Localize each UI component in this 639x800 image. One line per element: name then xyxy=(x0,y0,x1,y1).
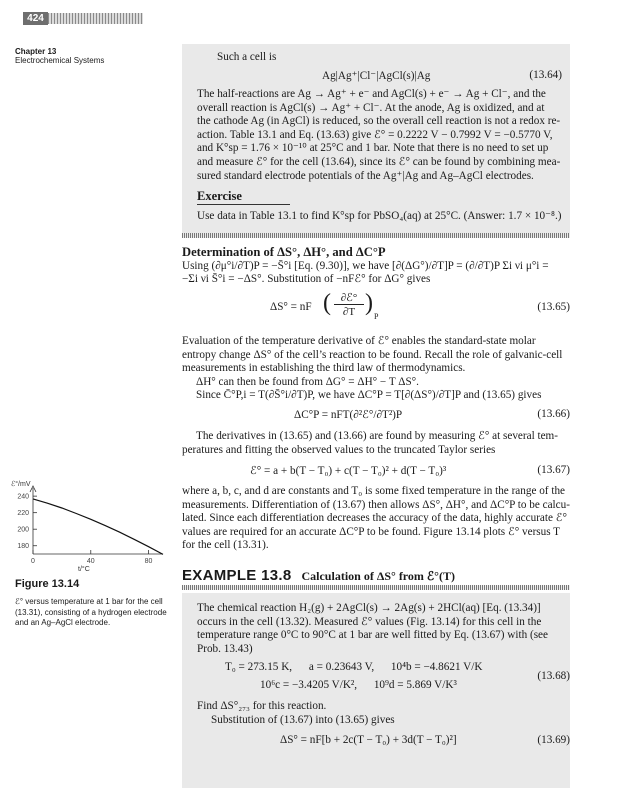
paragraph-line: peratures and fitting the observed values to the truncated Taylor series xyxy=(182,443,496,456)
chapter-label: Chapter 13 xyxy=(15,47,57,56)
example-subtitle: Calculation of ΔS° from ℰ°(T) xyxy=(301,569,455,583)
paragraph-line: measurements in establishing the third law of thermodynamics. xyxy=(182,362,466,375)
paren-right: ) xyxy=(365,290,373,316)
paragraph-line: lated. Since each differentiation decreases the accuracy of the data, highly accurate ℰ° xyxy=(182,512,568,525)
figure-chart xyxy=(8,480,168,572)
parameter-line: 10⁶c = −3.4205 V/K², 10⁹d = 5.869 V/K³ xyxy=(260,679,457,691)
section-heading: Determination of ΔS°, ΔH°, and ΔC°P xyxy=(182,245,386,259)
paragraph-line: Prob. 13.43) xyxy=(197,642,253,655)
section-paragraph-2 xyxy=(182,335,570,403)
chapter-title: Electrochemical Systems xyxy=(15,56,105,65)
equation-numerator: ∂ℰ° xyxy=(334,291,364,305)
paragraph-line: values are required for an accurate ΔC°P to be found. Figure 13.14 plots ℰ° versus T xyxy=(182,525,561,538)
paragraph-line: overall reaction is AgCl(s) → Ag⁺ + Cl⁻. At the anode, Ag is oxidized, and at xyxy=(197,101,545,114)
equation-text: ΔC°P = nFT(∂²ℰ°/∂T²)P xyxy=(294,409,403,421)
figure-caption: ℰ° versus temperature at 1 bar for the cell (13.31), consisting of a hydrogen electrode and an Ag–AgCl electrode. xyxy=(15,597,167,627)
paragraph-line: temperature range 0°C to 90°C at 1 bar are well fitted by Eq. (13.67) with (see xyxy=(197,629,548,642)
paragraph-line: The half-reactions are Ag → Ag⁺ + e⁻ and AgCl(s) + e⁻ → Ag + Cl⁻, and the xyxy=(197,88,546,100)
paragraph-line: for the cell (13.31). xyxy=(182,539,269,552)
y-tick-label: 240 xyxy=(17,493,29,501)
equation-number: (13.66) xyxy=(537,408,570,420)
section-paragraph-3 xyxy=(182,430,570,457)
equation-text: ΔS° = nF[b + 2c(T − T₀) + 3d(T − T₀)²] xyxy=(280,734,457,746)
paragraph-line: sured standard electrode potentials of the Ag⁺|Ag and Ag–AgCl electrodes. xyxy=(197,169,534,182)
equation-number: (13.69) xyxy=(537,734,570,746)
equation-text: ℰ° = a + b(T − T₀) + c(T − T₀)² + d(T − T₀)³ xyxy=(250,465,447,477)
equation-13-65 xyxy=(182,290,570,330)
y-tick-label: 220 xyxy=(17,510,29,518)
paragraph-line: Evaluation of the temperature derivative of ℰ° enables the standard-state molar xyxy=(182,335,536,347)
example-panel xyxy=(182,593,570,788)
example-divider xyxy=(182,585,570,590)
section-line: Using (∂μ°i/∂T)P = −S̄°i [Eq. (9.30)], we have [∂(ΔG°)/∂T]P = (∂/∂T)P Σi νi μ°i = xyxy=(182,259,549,272)
paragraph-line: the cathode Ag (in AgCl) is reduced, so the overall cell reaction is not a redox re- xyxy=(197,115,561,128)
equation-number: (13.68) xyxy=(537,670,570,682)
paragraph-line: occurs in the cell (13.32). Measured ℰ° values (Fig. 13.14) for this cell in the xyxy=(197,615,542,628)
equation-number: (13.64) xyxy=(529,69,562,81)
equation-denominator: ∂T xyxy=(342,306,356,318)
panel-divider xyxy=(182,233,570,238)
find-line: Find ΔS°₂₇₃ for this reaction. xyxy=(197,700,327,712)
paragraph-line: Since C̄°P,i = T(∂S̄°i/∂T)P, we have ΔC°P = T[∂(ΔS°)/∂T]P and (13.65) gives xyxy=(196,389,542,402)
exercise-text: Use data in Table 13.1 to find K°sp for PbSO₄(aq) at 25°C. (Answer: 1.7 × 10⁻⁸.) xyxy=(197,210,562,222)
example-continuation-panel xyxy=(182,44,570,233)
x-tick-label: 40 xyxy=(86,558,95,565)
paragraph-line: where a, b, c, and d are constants and T₀ is some fixed temperature in the range of the xyxy=(182,485,565,497)
example-paragraph xyxy=(197,602,567,656)
section-determination xyxy=(182,246,570,287)
example-header xyxy=(182,567,570,585)
section-line: −Σi νi S̄°i = −ΔS°. Substitution of −nFℰ° for ΔG° gives xyxy=(182,273,431,286)
y-tick-label: 180 xyxy=(17,543,29,551)
parameter-line: T₀ = 273.15 K, a = 0.23643 V, 10⁴b = −4.8621 V/K xyxy=(225,661,483,673)
section-paragraph-4 xyxy=(182,485,570,553)
data-series-line xyxy=(33,499,163,555)
x-tick-label: 80 xyxy=(144,558,153,565)
paragraph-line: The derivatives in (13.65) and (13.66) are found by measuring ℰ° at several tem- xyxy=(196,430,558,442)
x-tick-label: 0 xyxy=(31,558,35,565)
equation-subscript: P xyxy=(374,312,379,321)
paragraph-line: and K°sp = 1.76 × 10⁻¹⁰ at 25°C and 1 bar. Note that there is no need to set up xyxy=(197,142,549,155)
x-axis-label: t/°C xyxy=(78,566,90,572)
equation-number: (13.65) xyxy=(537,301,570,313)
cell-equation-text: Ag|Ag⁺|Cl⁻|AgCl(s)|Ag xyxy=(322,70,431,82)
paragraph-line: action. Table 13.1 and Eq. (13.63) give ℰ° = 0.2222 V − 0.7992 V = −0.5770 V, xyxy=(197,128,553,141)
example-title: EXAMPLE 13.8 xyxy=(182,567,292,584)
substitution-line: Substitution of (13.67) into (13.65) gives xyxy=(211,714,395,726)
figure-label: Figure 13.14 xyxy=(15,578,80,590)
paragraph-line: ΔH° can then be found from ΔG° = ΔH° − T ΔS°. xyxy=(196,375,419,388)
paragraph-line: measurements. Differentiation of (13.67) then allows ΔS°, ΔH°, and ΔC°P to be calcu- xyxy=(182,498,570,511)
paragraph-line: The chemical reaction H₂(g) + 2AgCl(s) → 2Ag(s) + 2HCl(aq) [Eq. (13.34)] xyxy=(197,602,541,614)
equation-lhs: ΔS° = nF xyxy=(270,301,312,313)
exercise-heading: Exercise xyxy=(197,189,290,205)
panel-intro: Such a cell is xyxy=(217,51,277,63)
paragraph-line: entropy change ΔS° of the cell’s reaction to be found. Recall the role of galvanic-cell xyxy=(182,348,563,361)
equation-number: (13.67) xyxy=(537,464,570,476)
y-tick-label: 200 xyxy=(17,526,29,534)
page-number: 424 xyxy=(23,12,48,25)
paren-left: ( xyxy=(323,290,331,316)
y-axis-label: ℰ°/mV xyxy=(11,481,31,488)
paragraph-line: and measure ℰ° for the cell (13.64), since its ℰ° can be found by combining mea- xyxy=(197,155,561,168)
header-decoration xyxy=(48,13,143,24)
panel-paragraph xyxy=(197,88,567,183)
